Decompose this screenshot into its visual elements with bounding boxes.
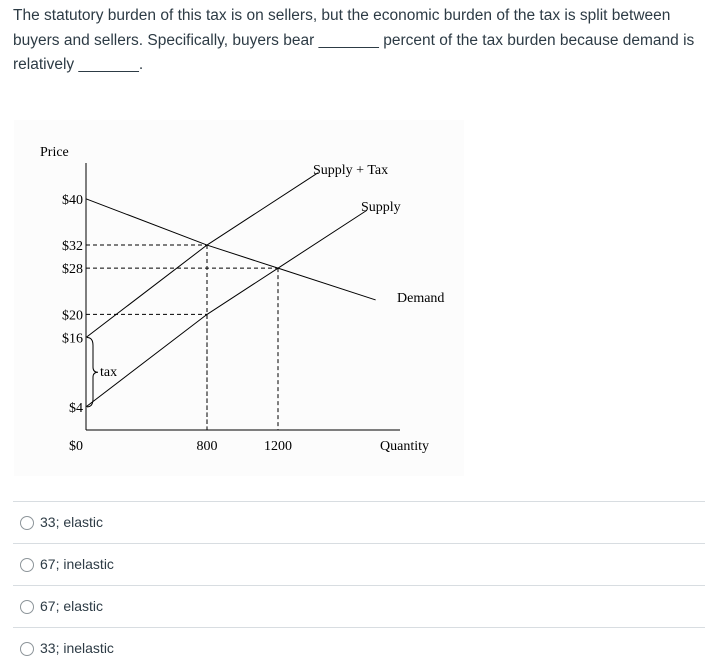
y-tick-label: $0 xyxy=(69,439,83,454)
question-text xyxy=(13,4,713,78)
y-tick-label: $40 xyxy=(62,192,83,208)
series-label: Supply xyxy=(361,200,401,215)
option-label: 67; elastic xyxy=(40,598,104,614)
supply-demand-graph xyxy=(14,120,464,476)
blank-1: _______ xyxy=(318,31,379,49)
answer-option[interactable] xyxy=(13,627,705,670)
series-line-demand xyxy=(86,199,376,300)
question-line-2a: buyers and sellers. Specifically, buyers bear xyxy=(13,31,315,49)
radio-button[interactable] xyxy=(20,600,34,614)
series-label: Supply + Tax xyxy=(313,163,389,178)
question-line-3b: . xyxy=(138,56,144,73)
answer-option[interactable] xyxy=(13,501,705,544)
option-label: 33; elastic xyxy=(40,514,104,530)
y-axis-label: Price xyxy=(40,145,69,160)
question-line-3a: relatively xyxy=(13,56,75,73)
chart-svg xyxy=(14,120,464,476)
blank-2: _______ xyxy=(78,56,139,73)
question-line-1: The statutory burden of this tax is on sellers, but the economic burden of the tax is split between xyxy=(13,7,671,24)
answer-option[interactable] xyxy=(13,585,705,628)
x-tick-label: 800 xyxy=(196,439,218,454)
tax-brace xyxy=(87,338,98,407)
x-tick-label: 1200 xyxy=(264,439,292,454)
x-axis-label: Quantity xyxy=(380,439,429,454)
series-label: Demand xyxy=(397,291,445,306)
answer-option[interactable] xyxy=(13,543,705,586)
series-line-supply xyxy=(86,210,367,407)
series-line-supply-tax xyxy=(86,173,318,338)
option-label: 67; inelastic xyxy=(40,556,114,572)
y-tick-label: $20 xyxy=(62,308,83,324)
radio-button[interactable] xyxy=(20,516,34,530)
tax-annotation-label: tax xyxy=(100,365,118,381)
radio-button[interactable] xyxy=(20,642,34,656)
y-tick-label: $4 xyxy=(69,400,83,416)
y-tick-label: $32 xyxy=(62,239,83,255)
radio-button[interactable] xyxy=(20,558,34,572)
y-tick-label: $28 xyxy=(62,262,83,278)
y-tick-label: $16 xyxy=(62,331,83,347)
question-line-2b: percent of the tax burden because demand is xyxy=(383,31,695,49)
option-label: 33; inelastic xyxy=(40,640,114,656)
